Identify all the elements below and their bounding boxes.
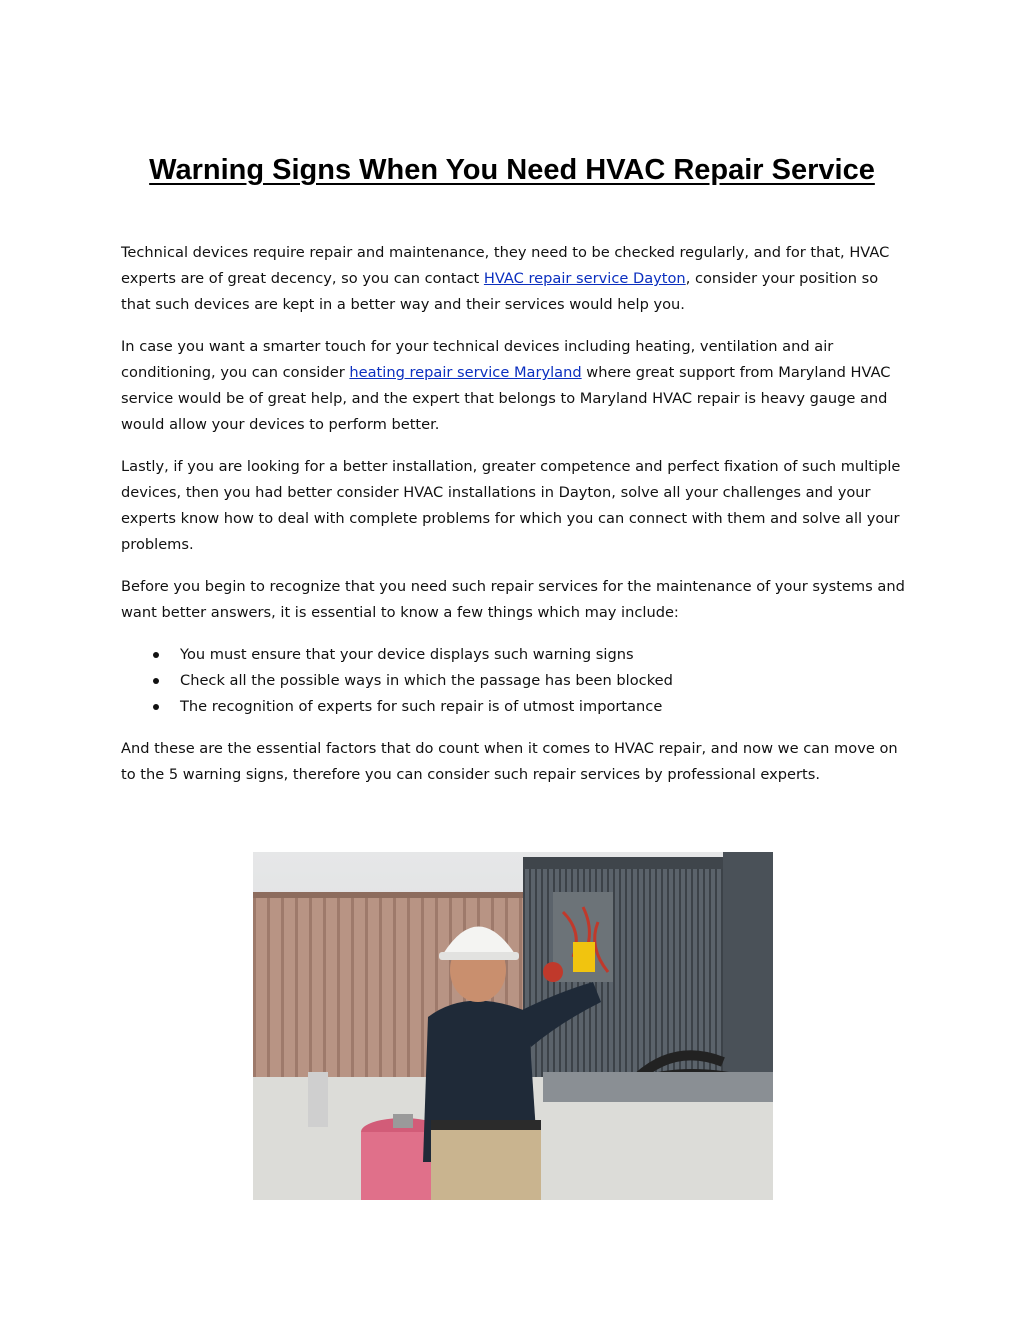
gauge-meter [573,942,595,972]
base-rail [543,1072,773,1102]
hard-hat-brim [439,952,519,960]
ac-unit-top [523,857,738,869]
ac-unit-right [723,852,773,1102]
paragraph-2 [121,334,906,438]
paragraph-5: And these are the essential factors that do count when it comes to HVAC repair, and now we can move on to the 5 warning signs, therefore you can consider such repair services by professional experts. [121,740,898,783]
gauge-dial [543,962,563,982]
heating-repair-maryland-link[interactable]: heating repair service Maryland [349,364,582,381]
fence-top [253,892,523,898]
article-body [121,240,906,804]
pipe-stub [308,1072,328,1127]
list-item: Check all the possible ways in which the passage has been blocked [180,668,906,694]
paragraph-1-text-a: Technical devices require repair and maintenance, they need to be checked regularly, and for that, HVAC experts are of great decency, so you can contact [121,244,890,287]
list-item: The recognition of experts for such repair is of utmost importance [180,694,906,720]
technician-belt [431,1120,541,1130]
bullet-list [121,642,906,720]
paragraph-2-text-a: In case you want a smarter touch for your technical devices including heating, ventilation and air conditioning, you can consider [121,338,834,381]
technician-pants [431,1130,541,1200]
hvac-repair-dayton-link[interactable]: HVAC repair service Dayton [483,270,686,287]
paragraph-2-text-b: where great support from Maryland HVAC service would be of great help, and the expert that belongs to Maryland HVAC repair is heavy gauge and would allow your devices to perform better. [121,364,891,433]
tank-valve [393,1114,413,1128]
paragraph-1 [121,240,906,318]
hvac-technician-photo [253,852,773,1200]
paragraph-4: Before you begin to recognize that you need such repair services for the maintenance of your systems and want better answers, it is essential to know a few things which may include: [121,578,905,621]
page-title: Warning Signs When You Need HVAC Repair Service [149,154,875,186]
paragraph-3: Lastly, if you are looking for a better installation, greater competence and perfect fixation of such multiple devices, then you had better consider HVAC installations in Dayton, solve all your challenges and your experts know how to deal with complete problems for which you can connect with them and solve all your problems. [121,458,901,553]
paragraph-1-text-b: , consider your position so that such devices are kept in a better way and their services would help you. [121,270,879,313]
list-item: You must ensure that your device displays such warning signs [180,642,906,668]
